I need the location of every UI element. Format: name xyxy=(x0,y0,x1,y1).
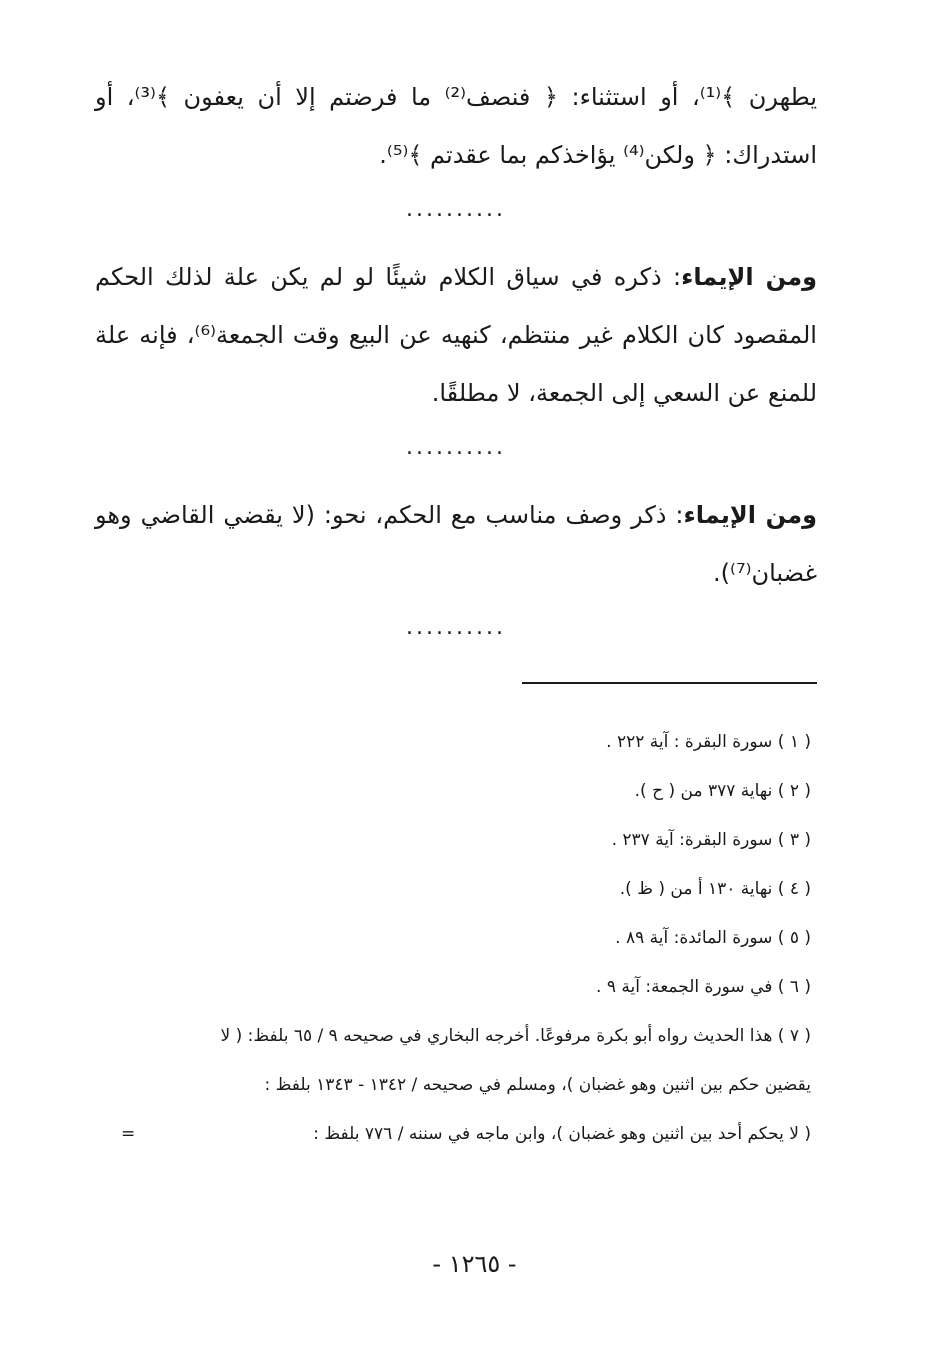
separator-3: .......... xyxy=(406,615,506,640)
paragraph-1: يطهرن ﴾⁽¹⁾، أو استثناء: ﴿ فنصف⁽²⁾ ما فرضتم إلا أن يعفون ﴾⁽³⁾، أو استدراك: ﴿ ولكن⁽⁴⁾ يؤاخذكم بما عقدتم ﴾⁽⁵⁾. xyxy=(95,83,817,169)
paragraph-3 xyxy=(95,486,817,602)
footnotes xyxy=(121,718,811,1159)
footnote-2: ( ٢ ) نهاية ٣٧٧ من ( ح ). xyxy=(634,781,811,801)
footnote-5: ( ٥ ) سورة المائدة: آية ٨٩ . xyxy=(615,928,811,948)
footnote-6: ( ٦ ) في سورة الجمعة: آية ٩ . xyxy=(596,977,811,997)
footnote-4: ( ٤ ) نهاية ١٣٠ أ من ( ظ ). xyxy=(619,879,811,899)
paragraph-3-keyword: ومن الإيماء xyxy=(683,501,817,529)
separator-2: .......... xyxy=(406,435,506,460)
footnote-7-line-3 xyxy=(121,1110,811,1159)
footnote-7-line-1: ( ٧ ) هذا الحديث رواه أبو بكرة مرفوعًا. أخرجه البخاري في صحيحه ٩ / ٦٥ بلفظ: ( لا xyxy=(220,1026,811,1046)
footnote-continued-mark: = xyxy=(121,1124,136,1144)
main-text xyxy=(95,68,817,666)
footnote-7-line-2: يقضين حكم بين اثنين وهو غضبان )، ومسلم في صحيحه / ١٣٤٢ - ١٣٤٣ بلفظ : xyxy=(264,1075,811,1095)
paragraph-2-keyword: ومن الإيماء xyxy=(681,263,817,291)
page-number: - ١٢٦٥ - xyxy=(432,1250,517,1278)
paragraph-2-text: : ذكره في سياق الكلام شيئًا لو لم يكن علة لذلك الحكم المقصود كان الكلام غير منتظم، كنهيه عن البيع وقت الجمعة⁽⁶⁾، فإنه علة للمنع عن السعي إلى الجمعة، لا مطلقًا. xyxy=(95,263,817,407)
footnote-rule xyxy=(522,682,817,684)
footnote-3: ( ٣ ) سورة البقرة: آية ٢٣٧ . xyxy=(611,830,811,850)
footnote-7-line-3-text: ( لا يحكم أحد بين اثنين وهو غضبان )، وابن ماجه في سننه / ٧٧٦ بلفظ : xyxy=(313,1124,811,1144)
footnote-1: ( ١ ) سورة البقرة : آية ٢٢٢ . xyxy=(606,732,811,752)
paragraph-3-text: : ذكر وصف مناسب مع الحكم، نحو: (لا يقضي القاضي وهو غضبان⁽⁷⁾). xyxy=(95,501,817,587)
separator-1: .......... xyxy=(406,197,506,222)
paragraph-2 xyxy=(95,248,817,422)
